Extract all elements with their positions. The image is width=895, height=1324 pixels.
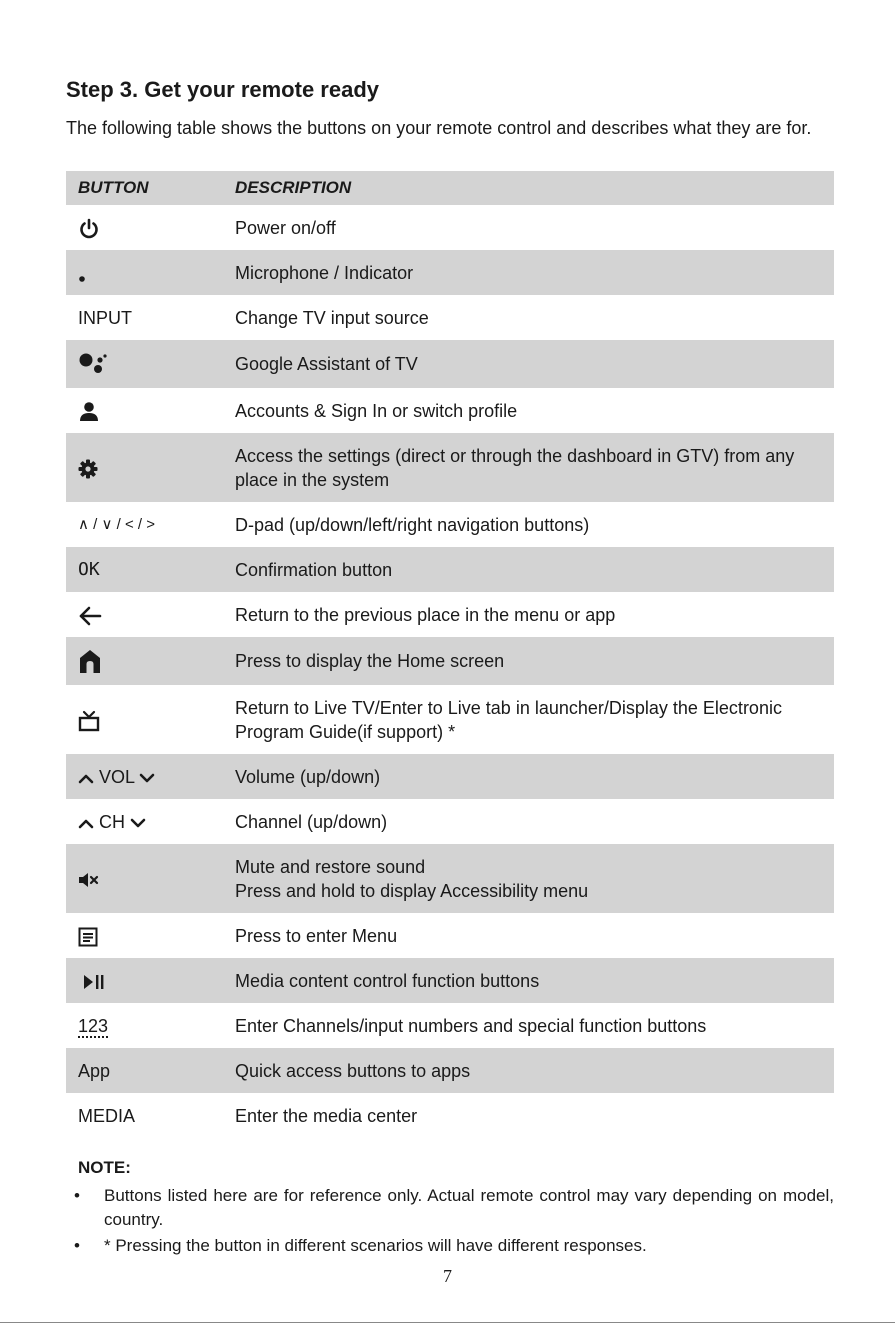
row-button-label: OK: [66, 547, 223, 592]
row-button-label: ∧ / ∨ / < / >: [78, 515, 155, 533]
row-description: Google Assistant of TV: [223, 340, 834, 388]
row-button-label: App: [66, 1048, 223, 1093]
menu-icon: [78, 927, 98, 947]
row-description: Volume (up/down): [223, 754, 834, 799]
note-list: [66, 1184, 834, 1260]
google-assistant-icon: [78, 351, 108, 377]
home-icon: [78, 648, 102, 674]
row-description: Microphone / Indicator: [223, 250, 834, 295]
row-description: Power on/off: [235, 217, 336, 238]
table-row: [66, 592, 834, 637]
table-row: [66, 1093, 834, 1138]
table-row: [66, 799, 834, 844]
table-header-row: [66, 171, 834, 205]
table-row: [66, 547, 834, 592]
chevron-down-icon: [139, 772, 155, 784]
table-row: [66, 685, 834, 754]
row-description-secondary: Press and hold to display Accessibility menu: [235, 880, 589, 901]
row-description: Enter Channels/input numbers and special function buttons: [235, 1015, 707, 1036]
button-table: [66, 171, 834, 1138]
row-description: Mute and restore sound: [235, 856, 426, 877]
live-tv-icon: [78, 710, 100, 732]
row-description: Press to display the Home screen: [223, 637, 834, 685]
table-row: [66, 1048, 834, 1093]
row-description: Enter the media center: [235, 1105, 418, 1126]
row-button-label: CH: [99, 811, 126, 832]
table-row: [66, 295, 834, 340]
row-description: Quick access buttons to apps: [223, 1048, 834, 1093]
row-description: Media content control function buttons: [223, 958, 834, 1003]
table-row: [66, 205, 834, 250]
row-description: Accounts & Sign In or switch profile: [235, 400, 518, 421]
settings-gear-icon: [78, 459, 98, 479]
page-title: Step 3. Get your remote ready: [66, 77, 379, 102]
microphone-indicator-icon: [78, 274, 88, 284]
power-icon: [78, 218, 100, 240]
table-row: [66, 340, 834, 388]
play-pause-icon: [82, 973, 106, 991]
row-description: Channel (up/down): [235, 811, 388, 832]
mute-icon: [78, 872, 100, 888]
back-arrow-icon: [78, 606, 102, 626]
row-button-label: MEDIA: [78, 1105, 136, 1126]
header-description: DESCRIPTION: [223, 171, 834, 205]
table-row: [66, 958, 834, 1003]
row-button-label: INPUT: [78, 307, 132, 328]
page-number: 7: [443, 1266, 452, 1286]
chevron-down-icon: [130, 817, 146, 829]
row-description: Return to the previous place in the menu or app: [235, 604, 616, 625]
chevron-up-icon: [78, 817, 94, 829]
row-description: Return to Live TV/Enter to Live tab in launcher/Display the Electronic Program Guide(if support) *: [235, 697, 782, 742]
intro-paragraph: The following table shows the buttons on your remote control and describes what they are for.: [66, 118, 812, 138]
table-row: [66, 502, 834, 547]
note-label: NOTE:: [78, 1158, 131, 1177]
profile-icon: [78, 401, 100, 423]
row-button-label: VOL: [99, 766, 135, 787]
row-button-label: 123: [78, 1015, 109, 1036]
row-description: D-pad (up/down/left/right navigation buttons): [235, 514, 590, 535]
chevron-up-icon: [78, 772, 94, 784]
table-row: [66, 754, 834, 799]
table-row: [66, 637, 834, 685]
row-description: Change TV input source: [235, 307, 429, 328]
table-row: [66, 250, 834, 295]
header-button: BUTTON: [66, 171, 223, 205]
row-description: Confirmation button: [223, 547, 834, 592]
table-row: [66, 1003, 834, 1048]
row-description: Access the settings (direct or through the dashboard in GTV) from any place in the system: [223, 433, 834, 502]
table-row: [66, 913, 834, 958]
table-row: [66, 844, 834, 913]
bottom-divider: [0, 1322, 895, 1323]
table-row: [66, 433, 834, 502]
note-item: • Buttons listed here are for reference only. Actual remote control may vary depending on model, country.: [66, 1184, 834, 1232]
note-item: • * Pressing the button in different scenarios will have different responses.: [66, 1234, 834, 1258]
row-description: Press to enter Menu: [235, 925, 398, 946]
table-row: [66, 388, 834, 433]
